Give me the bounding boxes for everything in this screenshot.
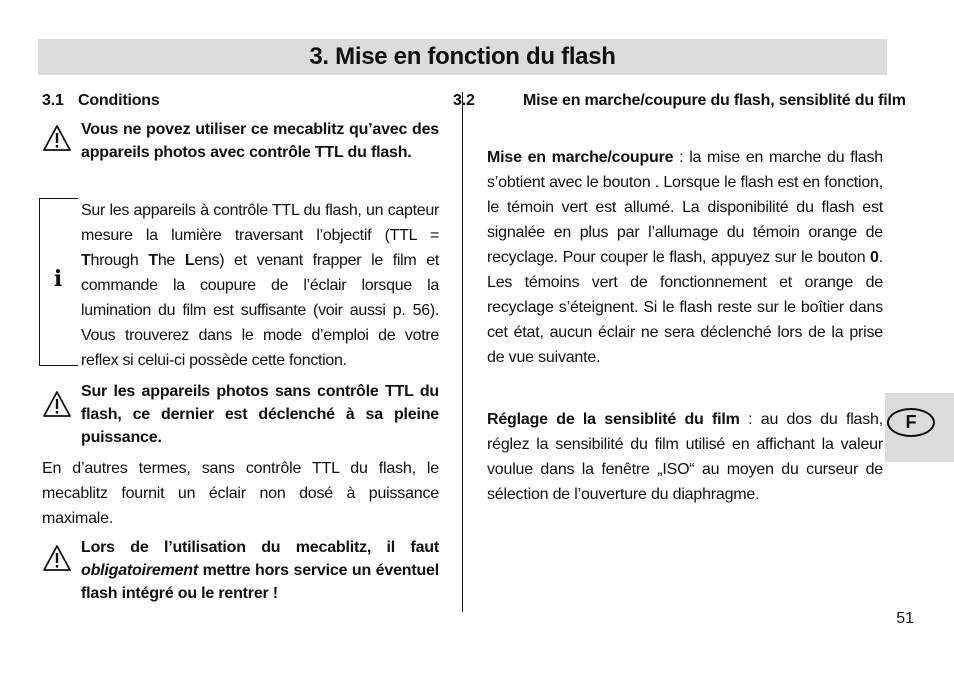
warning-triangle-icon [42, 124, 72, 152]
language-tab-label: F [887, 408, 935, 437]
paragraph-lead: Mise en marche/coupure [487, 149, 674, 166]
iso-paragraph [487, 407, 883, 507]
warning-text-part: mettre hors service un éventuel flash intégré ou le rentrer ! [81, 562, 439, 602]
button-symbol: 0 [870, 249, 879, 266]
info-text-bold: T [148, 252, 158, 269]
paragraph-text: : la mise en marche du flash s’obtient avec le bouton . Lorsque le flash est en fonction, le témoin vert est allumé. La disponibilité du flash est signalée en plus par l’allumage du témoin orange de recyclage. Pour couper le flash, appuyez sur le bouton [487, 149, 883, 266]
warning-block-3 [42, 536, 439, 605]
warning-text-part: Lors de l’utilisation du mecablitz, il faut [81, 539, 439, 556]
warning-block-2 [42, 380, 439, 449]
info-text-part: Sur les appareils à contrôle TTL du flash, un capteur mesure la lumière traversant l’objectif (TTL = [81, 202, 439, 244]
section-heading-power-iso [453, 88, 917, 113]
warning-text-1: Vous ne povez utiliser ce mecablitz qu’avec des appareils photos avec contrôle TTL du flash. [81, 121, 439, 161]
warning-block-1 [42, 118, 439, 164]
info-text-bold: L [184, 252, 195, 269]
warning-triangle-icon [42, 544, 72, 572]
warning-text-3 [81, 536, 439, 605]
body-paragraph: En d’autres termes, sans contrôle TTL du flash, le mecablitz fournit un éclair non dosé à puissance maximale. [42, 460, 439, 527]
paragraph-lead: Réglage de la sensiblité du film [487, 411, 740, 428]
column-divider [462, 92, 463, 612]
title-bar [38, 39, 887, 75]
section-number: 3.1 [42, 92, 64, 109]
warning-text-2: Sur les appareils photos sans contrôle TTL du flash, ce dernier est déclenché à sa pleine puissance. [81, 383, 439, 446]
warning-triangle-icon [42, 390, 72, 418]
info-text-bold: T [81, 252, 91, 269]
info-text-part: he [157, 252, 185, 269]
page-title: 3. Mise en fonction du flash [309, 43, 616, 70]
paragraph-text: . Les témoins vert de fonctionnement et orange de recyclage s’éteignent. Si le flash reste sur le boîtier dans cet état, aucun éclair ne sera déclenché lors de la prise de vue suivante. [487, 249, 883, 366]
page-number: 51 [896, 610, 914, 627]
section-number: 3.2 [453, 92, 475, 109]
power-paragraph [487, 145, 883, 370]
info-text-part: hrough [90, 252, 149, 269]
info-icon: i [53, 266, 63, 292]
section-heading-conditions [42, 88, 439, 113]
warning-text-emphasis: obligatoirement [81, 562, 199, 579]
info-text [81, 198, 439, 373]
section-label: Mise en marche/coupure du flash, sensiblité du film [523, 92, 906, 109]
info-text-part: ens) et venant frapper le film et commande la coupure de l’éclair lorsque la lumination du film est suffisante (voir aussi p. 56). Vous trouverez dans le mode d’emploi de votre reflex si celui-ci possède cette fonction. [81, 252, 439, 369]
section-label: Conditions [78, 92, 160, 109]
paragraph-text: : au dos du flash, réglez la sensibilité du film utilisé en affichant la valeur voulue dans la fenêtre „ISO“ au moyen du curseur de sélection de l’ouverture du diaphragme. [487, 411, 883, 503]
